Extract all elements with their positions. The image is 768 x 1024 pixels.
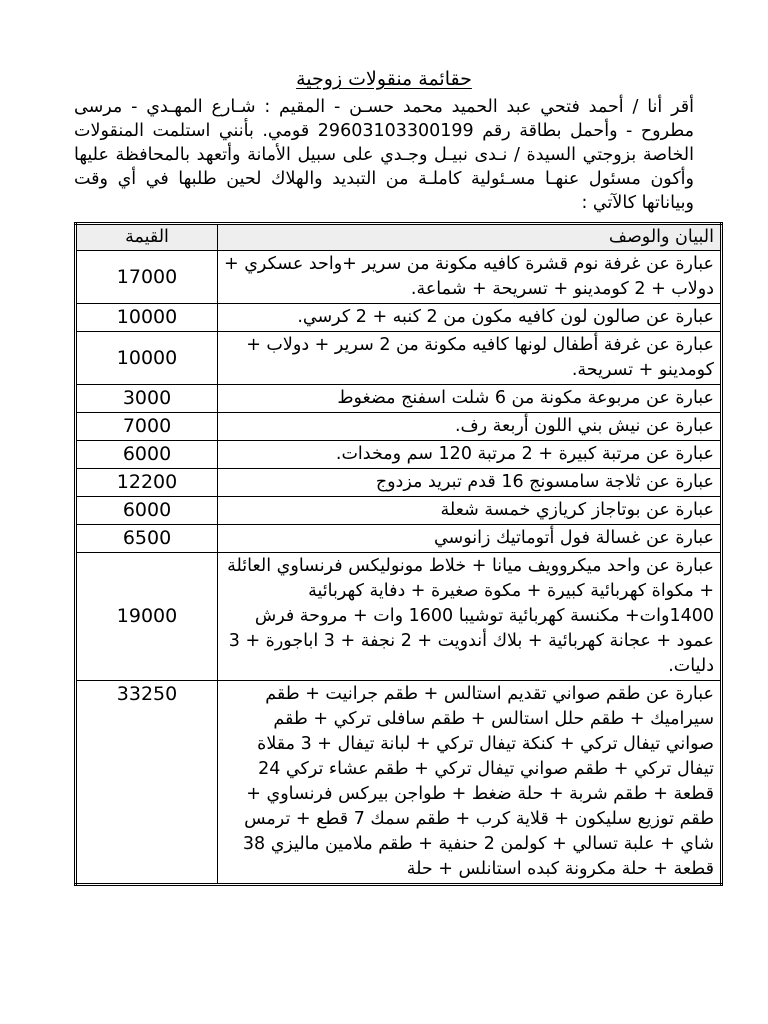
item-value: 10000 xyxy=(76,332,218,385)
item-description: عبارة عن ثلاجة سامسونج 16 قدم تبريد مزدوج xyxy=(218,469,722,497)
table-row xyxy=(76,525,722,553)
table-row xyxy=(76,497,722,525)
item-description: عبارة عن مربوعة مكونة من 6 شلت اسفنج مضغوط xyxy=(218,385,722,413)
item-description: عبارة عن غرفة نوم قشرة كافيه مكونة من سرير +واحد عسكري + دولاب + 2 كومدينو + تسريحة + شماعة. xyxy=(218,251,722,304)
item-value: 17000 xyxy=(76,251,218,304)
table-row xyxy=(76,332,722,385)
furniture-list-table xyxy=(74,222,723,886)
item-value: 6000 xyxy=(76,497,218,525)
item-value: 6500 xyxy=(76,525,218,553)
item-description: عبارة عن مرتبة كبيرة + 2 مرتبة 120 سم ومخدات. xyxy=(218,441,722,469)
item-description: عبارة عن نيش بني اللون أربعة رف. xyxy=(218,413,722,441)
value-column-header: القيمة xyxy=(76,224,218,251)
intro-paragraph xyxy=(74,95,694,215)
table-row xyxy=(76,681,722,885)
intro-text: أقر أنا / أحمد فتحي عبد الحميد محمد حسـن - المقيم : شـارع المهـدي - مرسى مطروح - وأحمل بطاقة رقم 29603103300199 قومي. بأنني استلمت المنقولات الخاصة بزوجتي السيدة / نـدى نبيـل وجـدي على سبيل الأمانة وأتعهد بالمحافظة عليها وأكون مسئول عنهـا مسـئولية كاملـة من التبديد والهلاك لحين طلبها في أي وقت وبياناتها كالآتي : xyxy=(74,97,695,213)
item-value: 33250 xyxy=(76,681,218,885)
table-row xyxy=(76,304,722,332)
table-row xyxy=(76,251,722,304)
table-row xyxy=(76,469,722,497)
item-value: 7000 xyxy=(76,413,218,441)
item-description: عبارة عن غسالة فول أتوماتيك زانوسي xyxy=(218,525,722,553)
document-title: حقائمة منقولات زوجية xyxy=(296,68,472,90)
table-row xyxy=(76,553,722,681)
item-value: 10000 xyxy=(76,304,218,332)
item-value: 12200 xyxy=(76,469,218,497)
item-description: عبارة عن واحد ميكروويف ميانا + خلاط مونوليكس فرنساوي العائلة + مكواة كهربائية كبيرة + مكوة صغيرة + دفاية كهربائية 1400وات+ مكنسة كهربائية توشيبا 1600 وات + مروحة فرش عمود + عجانة كهربائية + بلاك أندويت + 2 نجفة + 3 اباجورة + 3 دليات. xyxy=(218,553,722,681)
table-row xyxy=(76,441,722,469)
table-row xyxy=(76,413,722,441)
description-column-header: البيان والوصف xyxy=(218,224,722,251)
item-description: عبارة عن بوتاجاز كريازي خمسة شعلة xyxy=(218,497,722,525)
item-description: عبارة عن صالون لون كافيه مكون من 2 كنبه + 2 كرسي. xyxy=(218,304,722,332)
item-description: عبارة عن طقم صواني تقديم استالس + طقم جرانيت + طقم سيراميك + طقم حلل استالس + طقم سافلى تركي + طقم صواني تيفال تركي + كنكة تيفال تركي + لبانة تيفال + 3 مقلاة تيفال تركي + طقم صواني تيفال تركي + طقم عشاء تركي 24 قطعة + طقم شربة + حلة ضغط + طواجن بيركس فرنساوي + طقم توزيع سليكون + قلاية كرب + طقم سمك 7 قطع + ترمس شاي + علبة تسالي + كولمن 2 حنفية + طقم ملامين ماليزي 38 قطعة + حلة مكرونة كبده استانلس + حلة xyxy=(218,681,722,885)
table-row xyxy=(76,385,722,413)
table-header-row xyxy=(76,224,722,251)
item-description: عبارة عن غرفة أطفال لونها كافيه مكونة من 2 سرير + دولاب + كومدينو + تسريحة. xyxy=(218,332,722,385)
item-value: 6000 xyxy=(76,441,218,469)
item-value: 19000 xyxy=(76,553,218,681)
item-value: 3000 xyxy=(76,385,218,413)
